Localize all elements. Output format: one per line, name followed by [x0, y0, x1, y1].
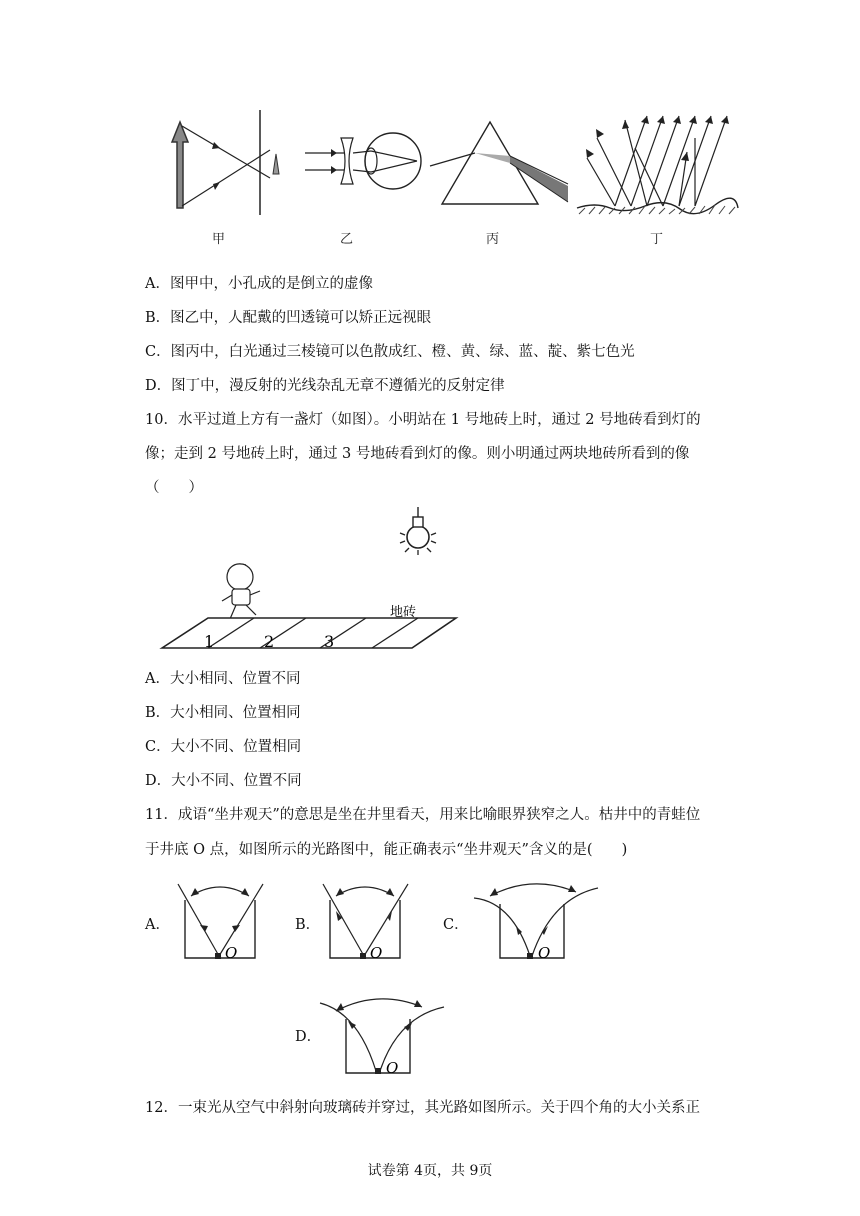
tile-2-label: 2 [264, 632, 275, 651]
fig-label-yi: 乙 [340, 232, 354, 247]
fig-ding-diffuse-reflection [575, 108, 740, 216]
q9-option-a: A．图甲中，小孔成的是倒立的虚像 [145, 276, 373, 292]
q11-option-b-label: B． [295, 917, 321, 933]
floor-tile-label: 地砖 [390, 605, 417, 620]
tile-3-label: 3 [324, 632, 335, 651]
q11-stem-line-2: 于井底 O 点，如图所示的光路图中，能正确表示“坐井观天”含义的是( ) [145, 842, 628, 858]
q10-option-b: B．大小相同、位置相同 [145, 705, 301, 721]
point-o-label: O [386, 1059, 399, 1077]
fig-label-jia: 甲 [212, 232, 226, 247]
q11-well-diagram-b [320, 880, 415, 962]
q10-option-c: C．大小不同、位置相同 [145, 739, 302, 755]
q10-option-d: D．大小不同、位置不同 [145, 773, 302, 789]
q9-option-d: D．图丁中，漫反射的光线杂乱无章不遵循光的反射定律 [145, 378, 505, 394]
q10-stem-line-2: 像；走到 2 号地砖上时，通过 3 号地砖看到灯的像。则小明通过两块地砖所看到的像 [145, 446, 690, 462]
fig-label-ding: 丁 [650, 232, 664, 247]
q9-option-b: B．图乙中，人配戴的凹透镜可以矫正远视眼 [145, 310, 432, 326]
q10-option-a: A．大小相同、位置不同 [145, 671, 301, 687]
q11-well-diagram-c [472, 880, 602, 962]
q11-stem-line-1: 11．成语“坐井观天”的意思是坐在井里看天，用来比喻眼界狭窄之人。枯井中的青蛙位 [145, 807, 701, 823]
q9-option-c: C．图丙中，白光通过三棱镜可以色散成红、橙、黄、绿、蓝、靛、紫七色光 [145, 344, 635, 360]
q10-stem-line-1: 10．水平过道上方有一盏灯（如图）。小明站在 1 号地砖上时，通过 2 号地砖看到灯的 [145, 412, 701, 428]
q11-option-d-label: D． [295, 1029, 322, 1045]
fig-label-bing: 丙 [486, 232, 500, 247]
point-o-label: O [225, 944, 238, 962]
lamp-icon [400, 507, 436, 555]
q11-option-a-label: A． [145, 917, 170, 933]
boy-figure [222, 564, 260, 619]
fig-bing-prism [430, 118, 570, 210]
fig-jia-pinhole [160, 110, 295, 215]
point-o-label: O [538, 944, 551, 962]
q10-stem-line-3: （ ） [145, 480, 203, 496]
q11-well-diagram-d [318, 995, 448, 1077]
q11-option-c-label: C． [443, 917, 469, 933]
page-footer: 试卷第 4页，共 9页 [367, 1163, 493, 1179]
q12-stem-line-1: 12．一束光从空气中斜射向玻璃砖并穿过，其光路如图所示。关于四个角的大小关系正 [145, 1100, 700, 1116]
fig-yi-concave-lens-eye [305, 118, 425, 208]
tile-1-label: 1 [204, 632, 215, 651]
q10-figure-lamp-floor [160, 505, 460, 655]
q11-well-diagram-a [175, 880, 270, 962]
point-o-label: O [370, 944, 383, 962]
